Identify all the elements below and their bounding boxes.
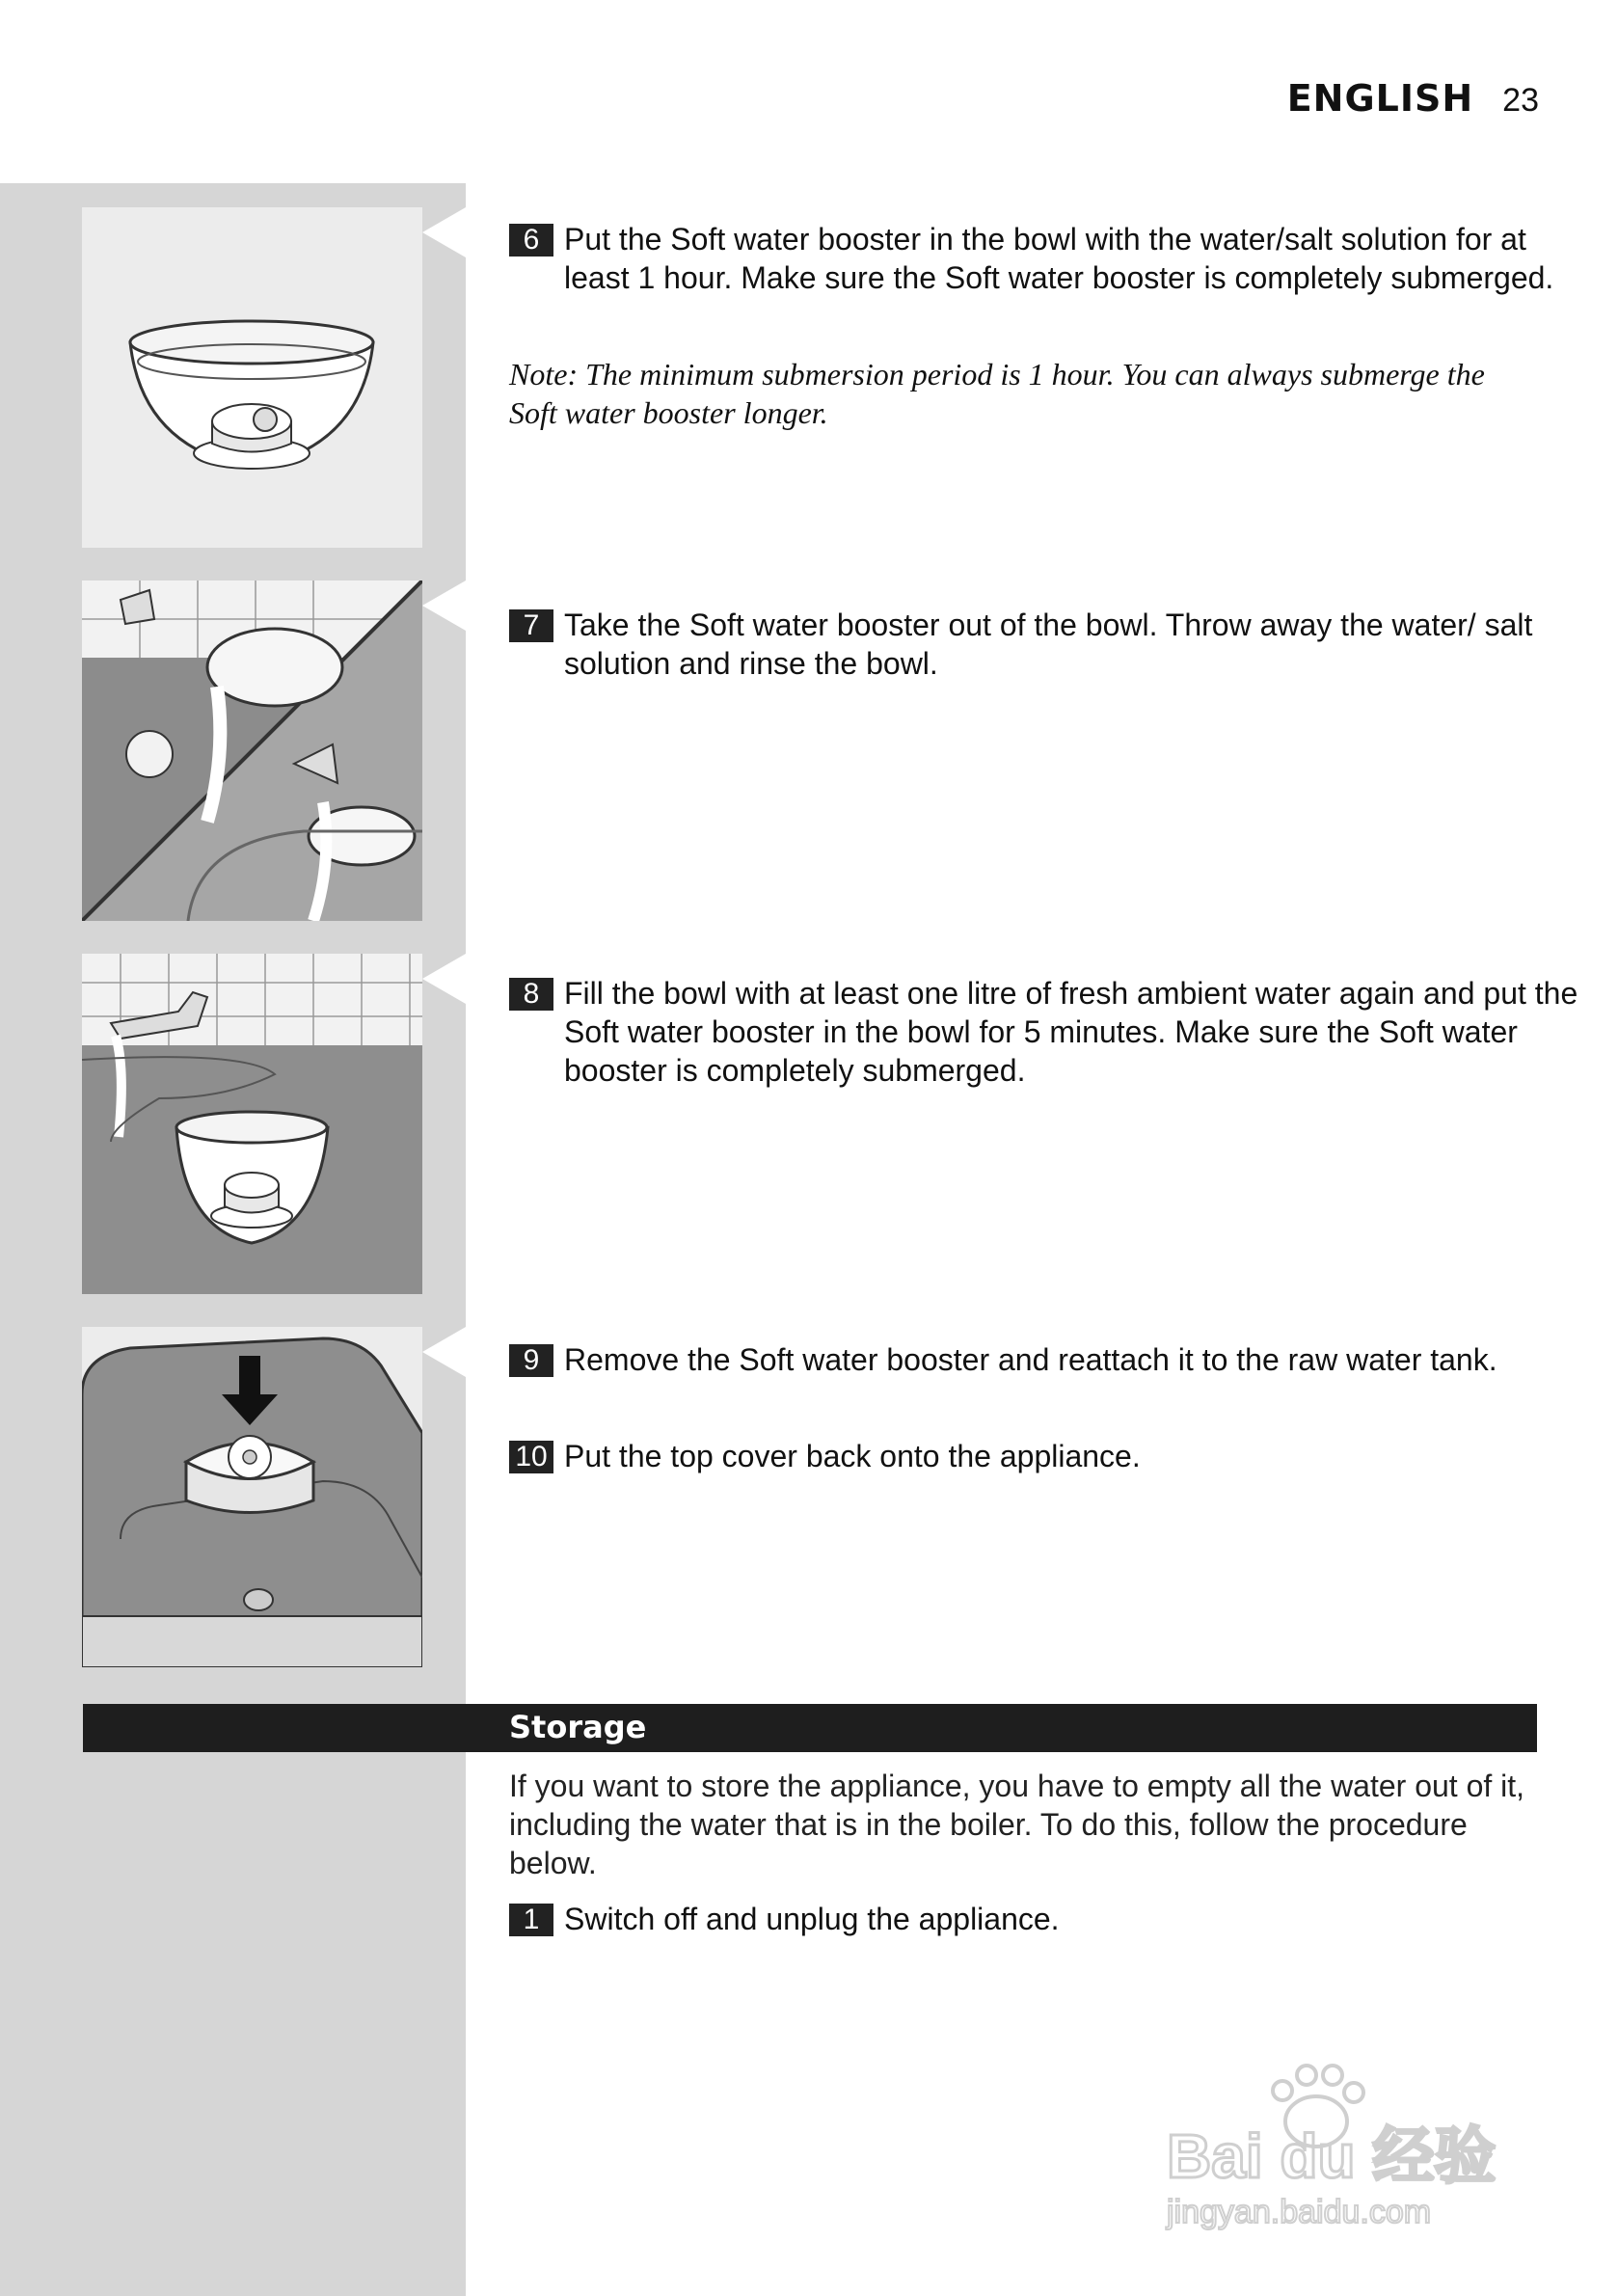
storage-heading: Storage	[509, 1709, 647, 1745]
illustration-pointer	[422, 581, 466, 631]
rinse-bowl-illustration	[82, 581, 422, 921]
step-number-badge: 1	[509, 1904, 553, 1936]
storage-intro: If you want to store the appliance, you have to empty all the water out of it, including the water that is in the boiler. To do this, follow the procedure below.	[509, 1769, 1525, 1880]
step-number-badge: 6	[509, 224, 553, 257]
reattach-booster-illustration	[82, 1327, 422, 1667]
step-9	[509, 1340, 1586, 1379]
baidu-watermark	[1147, 2064, 1552, 2237]
step-8	[509, 974, 1586, 1090]
step-text: Put the Soft water booster in the bowl with the water/salt solution for at least 1 hour. Make sure the Soft water booster is completely submerged.	[564, 222, 1554, 295]
step-10	[509, 1437, 1586, 1475]
step-number-badge: 9	[509, 1344, 553, 1377]
step-text: Fill the bowl with at least one litre of fresh ambient water again and put the Soft water booster in the bowl for 5 minutes. Make sure the Soft water booster is completely submerged.	[564, 976, 1578, 1088]
bowl-booster-illustration	[82, 207, 422, 548]
page-number: 23	[1502, 82, 1539, 119]
page-header	[1287, 77, 1539, 120]
step-6	[509, 220, 1586, 297]
step-number-badge: 10	[509, 1441, 553, 1473]
step-7	[509, 606, 1586, 683]
step-text: Switch off and unplug the appliance.	[564, 1902, 1060, 1936]
fill-bowl-illustration	[82, 954, 422, 1294]
step-number-badge: 7	[509, 609, 553, 642]
step-number-badge: 8	[509, 978, 553, 1011]
note-text: Note: The minimum submersion period is 1 hour. You can always submerge the Soft water booster longer.	[509, 357, 1485, 430]
illustration-pointer	[422, 954, 466, 1004]
illustration-pointer	[422, 207, 466, 257]
illustration-pointer	[422, 1327, 466, 1377]
storage-heading-bar	[83, 1704, 1537, 1752]
language-label: ENGLISH	[1286, 77, 1474, 120]
step-text: Take the Soft water booster out of the bowl. Throw away the water/ salt solution and rinse the bowl.	[564, 608, 1533, 681]
storage-step-1	[509, 1900, 1586, 1938]
step-text: Put the top cover back onto the appliance.	[564, 1439, 1141, 1473]
watermark-url: jingyan.baidu.com	[1167, 2194, 1432, 2230]
step-text: Remove the Soft water booster and reattach it to the raw water tank.	[564, 1342, 1497, 1377]
watermark-brand: Bai du 经验	[1167, 2121, 1497, 2191]
